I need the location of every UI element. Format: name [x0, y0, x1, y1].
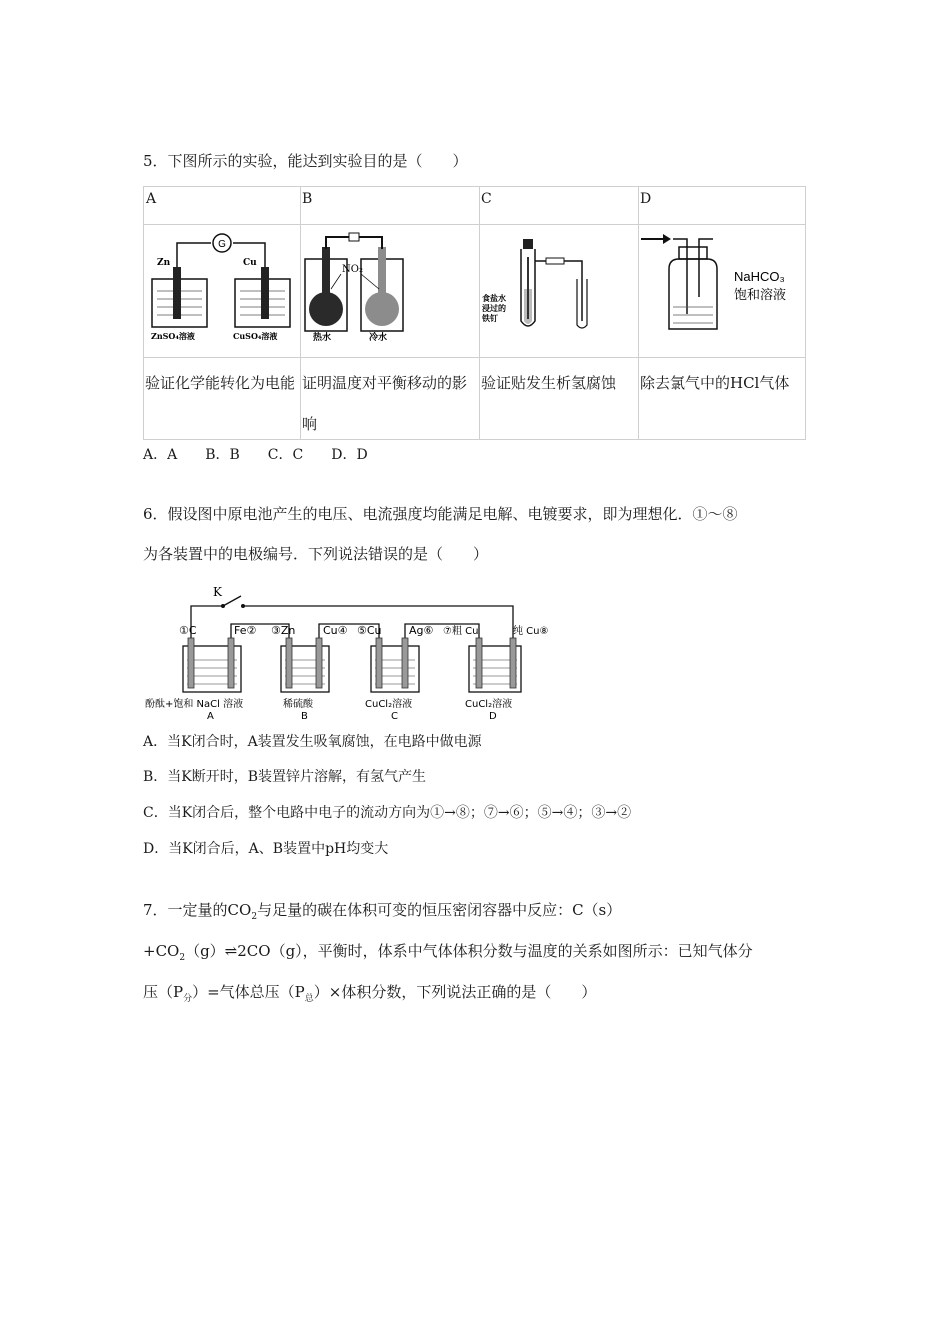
solution-a-label: 酚酞+饱和 NaCl 溶液: [145, 699, 244, 710]
q7-stem-line2: [143, 941, 753, 968]
q5-stem: 5．下图所示的实验，能达到实验目的是（ ）: [143, 152, 468, 170]
iron-nail-tube-figure: [480, 229, 600, 341]
electrode-7: ⑦粗 Cu: [443, 626, 479, 637]
galvanometer-label: G: [218, 239, 226, 250]
gas-washing-bottle-figure: [639, 229, 807, 341]
no2-label: NO₂: [342, 264, 363, 275]
q7-line3-part2: ）=气体总压（P: [192, 983, 305, 1001]
electrode-4: Cu④: [323, 624, 348, 637]
subscript-2: 2: [251, 912, 258, 922]
q7-line2-part2: （g）⇌2CO（g），平衡时，体系中气体体积分数与温度的关系如图所示：已知气体分: [185, 942, 753, 960]
solution-c-label: CuCl₂溶液: [365, 699, 413, 710]
beaker-a-label: A: [207, 711, 214, 722]
zn-label: Zn: [157, 258, 171, 268]
q7-stem-line3: [143, 982, 596, 1009]
subscript-total: 总: [304, 994, 314, 1004]
table-divider: [144, 224, 805, 225]
cu-label: Cu: [243, 258, 257, 268]
switch-k-label: K: [213, 585, 222, 599]
q5-options: A．A B．B C．C D．D: [143, 447, 368, 463]
header-b: B: [302, 191, 313, 207]
beaker-d-label: D: [489, 711, 497, 722]
caption-c: 验证贴发生析氢腐蚀: [481, 374, 617, 392]
header-c: C: [481, 191, 492, 207]
nahco3-label: NaHCO₃: [734, 269, 785, 284]
q6-option-c: C．当K闭合后，整个电路中电子的流动方向为①→⑧；⑦→⑥；⑤→④；③→②: [143, 805, 632, 821]
q6-circuit-figure: [143, 580, 563, 722]
beaker-c-label: C: [391, 711, 398, 722]
cold-water-label: 冷水: [369, 333, 388, 341]
table-divider: [144, 357, 805, 358]
q6-option-d: D．当K闭合后，A、B装置中pH均变大: [143, 841, 389, 857]
electrode-6: Ag⑥: [409, 624, 434, 637]
saltwater-label: 食盐水: [482, 293, 506, 303]
solution-b-label: 稀硫酸: [283, 699, 313, 710]
q7-stem-line1: [143, 900, 621, 927]
beaker-b-label: B: [301, 711, 308, 722]
caption-d: 除去氯气中的HCl气体: [640, 374, 790, 392]
q5-table: [143, 186, 806, 440]
znso4-label: ZnSO₄溶液: [151, 331, 195, 341]
q6-stem-line2: 为各装置中的电极编号．下列说法错误的是（ ）: [143, 545, 489, 563]
q6-option-a: A．当K闭合时，A装置发生吸氧腐蚀，在电路中做电源: [143, 734, 482, 750]
electrode-1: ①C: [179, 624, 197, 637]
q7-line3-part3: ）×体积分数，下列说法正确的是（ ）: [313, 983, 597, 1001]
electrode-3: ③Zn: [271, 624, 296, 637]
nail-label: 铁钉: [482, 313, 498, 323]
caption-a: 验证化学能转化为电能: [145, 374, 296, 392]
header-a: A: [146, 191, 157, 207]
q7-line1-part2: 与足量的碳在体积可变的恒压密闭容器中反应：C（s）: [257, 901, 622, 919]
hot-water-label: 热水: [313, 333, 332, 341]
electrode-8: 纯 Cu⑧: [513, 626, 549, 637]
saturated-solution-label: 饱和溶液: [734, 288, 787, 303]
no2-flask-figure: [301, 229, 411, 341]
q7-line2-part1: +CO: [143, 942, 180, 960]
galvanic-cell-figure: [147, 229, 297, 341]
electrode-2: Fe②: [234, 624, 257, 637]
q7-line1-part1: 7．一定量的CO: [143, 901, 252, 919]
solution-d-label: CuCl₂溶液: [465, 699, 513, 710]
q7-line3-part1: 压（P: [143, 983, 184, 1001]
subscript-partial: 分: [183, 994, 193, 1004]
caption-b: 证明温度对平衡移动的影响: [302, 374, 468, 433]
soaked-label: 浸过的: [482, 303, 506, 313]
electrode-5: ⑤Cu: [357, 624, 382, 637]
q6-stem-line1: 6．假设图中原电池产生的电压、电流强度均能满足电解、电镀要求，即为理想化．①～⑧: [143, 505, 738, 523]
subscript-2: 2: [179, 953, 186, 963]
header-d: D: [640, 191, 652, 207]
q6-option-b: B．当K断开时，B装置锌片溶解，有氢气产生: [143, 769, 427, 785]
cuso4-label: CuSO₄溶液: [233, 331, 278, 341]
